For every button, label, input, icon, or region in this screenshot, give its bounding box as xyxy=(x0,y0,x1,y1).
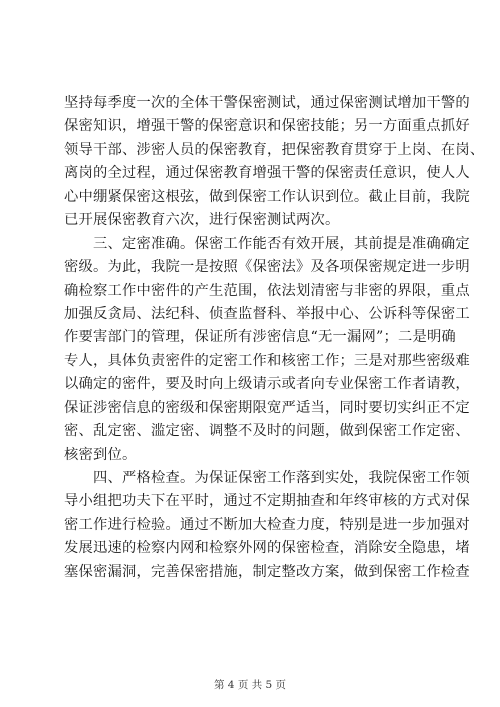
body-line: 密工作进行检验。通过不断加大检查力度，特别是进一步加强对 xyxy=(64,516,470,533)
body-line: 保证涉密信息的密级和保密期限宽严适当，同时要切实纠正不定 xyxy=(64,399,470,416)
body-line: 心中绷紧保密这根弦，做到保密工作认识到位。截止目前，我院 xyxy=(64,188,470,205)
body-line: 加强反贪局、法纪科、侦查监督科、举报中心、公诉科等保密工 xyxy=(64,305,470,322)
page-number-footer: 第 4 页 共 5 页 xyxy=(213,679,287,691)
body-line: 作要害部门的管理，保证所有涉密信息“无一漏网”；二是明确 xyxy=(64,329,456,346)
body-line: 密级。为此，我院一是按照《保密法》及各项保密规定进一步明 xyxy=(64,259,470,276)
body-line: 离岗的全过程，通过保密教育增强干警的保密责任意识，使人人 xyxy=(64,165,470,182)
body-line: 发展迅速的检察内网和检察外网的保密检查，消除安全隐患，堵 xyxy=(64,540,470,557)
body-line: 导小组把功夫下在平时，通过不定期抽查和年终审核的方式对保 xyxy=(64,493,470,510)
body-line: 密、乱定密、滥定密、调整不及时的问题，做到保密工作定密、 xyxy=(64,423,470,440)
body-line: 确检察工作中密件的产生范围，依法划清密与非密的界限，重点 xyxy=(64,282,470,299)
body-line: 坚持每季度一次的全体干警保密测试，通过保密测试增加干警的 xyxy=(64,95,470,111)
body-line: 领导干部、涉密人员的保密教育，把保密教育贯穿于上岗、在岗、 xyxy=(64,141,485,158)
body-line: 核密到位。 xyxy=(64,446,137,463)
document-body xyxy=(64,92,485,584)
section-heading-line: 四、严格检查。为保证保密工作落到实处，我院保密工作领 xyxy=(64,470,470,486)
body-line: 塞保密漏洞，完善保密措施，制定整改方案，做到保密工作检查 xyxy=(64,563,470,580)
body-line: 以确定的密件，要及时向上级请示或者向专业保密工作者请教， xyxy=(64,376,470,393)
body-line: 已开展保密教育六次，进行保密测试两次。 xyxy=(64,212,340,229)
section-heading-line: 三、定密准确。保密工作能否有效开展，其前提是准确确定 xyxy=(64,235,470,252)
body-line: 专人，具体负责密件的定密工作和核密工作；三是对那些密级难 xyxy=(64,352,470,369)
body-line: 保密知识，增强干警的保密意识和保密技能；另一方面重点抓好 xyxy=(64,118,470,135)
